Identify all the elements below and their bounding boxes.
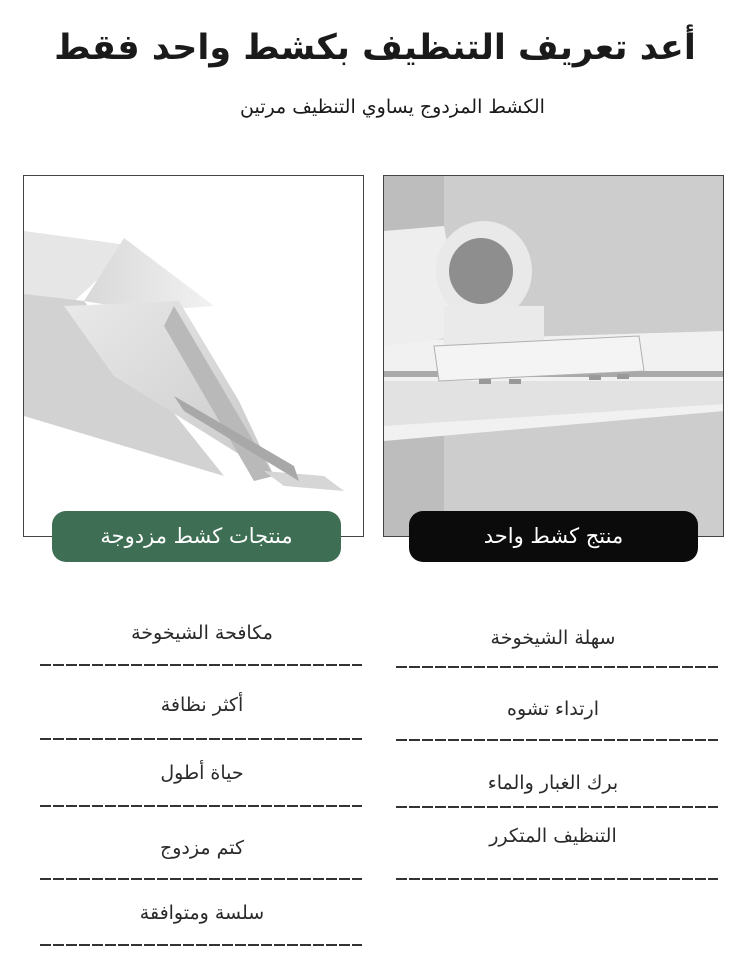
single-scraper-image: [383, 175, 724, 537]
divider: [396, 806, 718, 808]
left-feature-3: حياة أطول: [160, 762, 244, 784]
right-feature-3: برك الغبار والماء: [487, 772, 619, 794]
left-feature-5: سلسة ومتوافقة: [139, 902, 265, 924]
divider: [396, 666, 718, 668]
page-subtitle: الكشط المزدوج يساوي التنظيف مرتين: [240, 96, 545, 118]
page-title: أعد تعريف التنظيف بكشط واحد فقط: [54, 28, 696, 68]
left-feature-4: كتم مزدوج: [159, 837, 245, 859]
divider: [396, 878, 718, 880]
double-scraper-label: منتجات كشط مزدوجة: [52, 511, 341, 562]
left-feature-2: أكثر نظافة: [160, 694, 244, 716]
double-scraper-image: [23, 175, 364, 537]
divider: [40, 944, 362, 946]
single-scraper-label: منتج كشط واحد: [409, 511, 698, 562]
divider: [40, 805, 362, 807]
divider: [40, 878, 362, 880]
right-feature-1: سهلة الشيخوخة: [490, 627, 616, 649]
divider: [396, 739, 718, 741]
divider: [40, 664, 362, 666]
left-feature-1: مكافحة الشيخوخة: [131, 622, 273, 644]
divider: [40, 738, 362, 740]
right-feature-4: التنظيف المتكرر: [489, 825, 617, 847]
right-feature-2: ارتداء تشوه: [507, 698, 599, 720]
